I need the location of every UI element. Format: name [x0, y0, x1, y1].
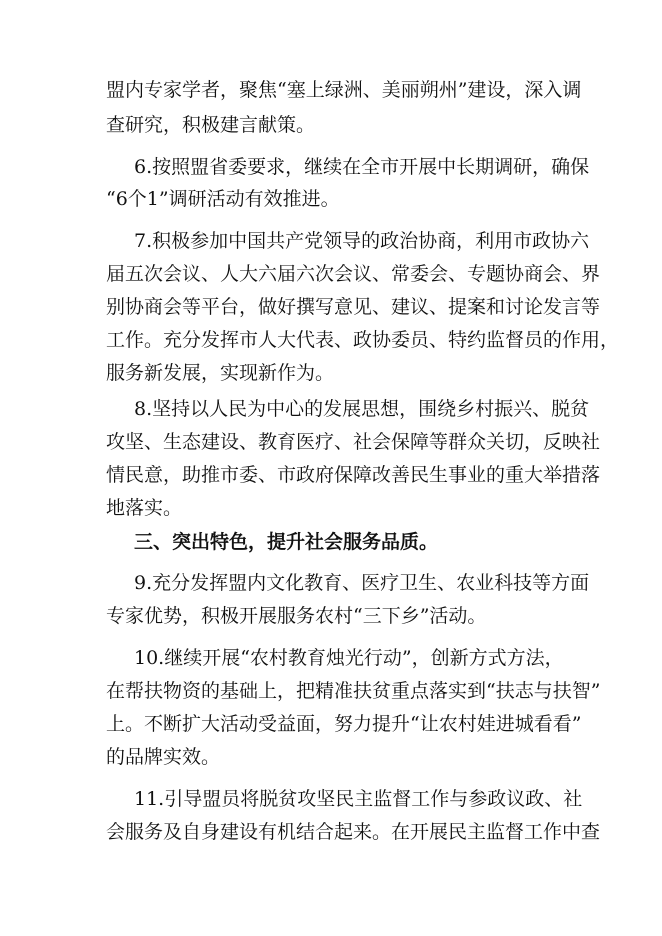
text-line — [0, 568, 662, 598]
item-8-line: 情民意，助推市委、市政府保障改善民生事业的重大举措落 — [106, 464, 601, 486]
item-11-line: 11.引导盟员将脱贫攻坚民主监督工作与参政议政、社 — [134, 788, 583, 810]
item-6-line: “6个1”调研活动有效推进。 — [106, 188, 340, 210]
item-8-line: 8.坚持以人民为中心的发展思想，围绕乡村振兴、脱贫 — [134, 398, 590, 420]
text-line — [0, 817, 662, 847]
text-line — [0, 110, 662, 140]
item-8-line: 攻坚、生态建设、教育医疗、社会保障等群众关切，反映社 — [106, 431, 601, 453]
item-10-line: 的品牌实效。 — [106, 746, 221, 768]
section-heading: 三、突出特色，提升社会服务品质。 — [134, 531, 439, 553]
text-line — [0, 184, 662, 214]
text-line — [0, 226, 662, 256]
text-line — [0, 784, 662, 814]
item-9-line: 9.充分发挥盟内文化教育、医疗卫生、农业科技等方面 — [134, 572, 590, 594]
text-line — [0, 427, 662, 457]
item-7-line: 届五次会议、人大六届六次会议、常委会、专题协商会、界 — [106, 263, 601, 285]
text-line — [0, 394, 662, 424]
item-8-line: 地落实。 — [106, 497, 183, 519]
paragraph-line: 盟内专家学者，聚焦“塞上绿洲、美丽朔州”建设，深入调 — [106, 79, 582, 101]
text-line — [0, 676, 662, 706]
text-line — [0, 325, 662, 355]
item-7-line: 7.积极参加中国共产党领导的政治协商，利用市政协六 — [134, 230, 590, 252]
text-line — [0, 742, 662, 772]
item-7-line: 工作。充分发挥市人大代表、政协委员、特约监督员的作用， — [106, 329, 620, 351]
text-line — [0, 709, 662, 739]
text-line — [0, 358, 662, 388]
item-7-line: 别协商会等平台，做好撰写意见、建议、提案和讨论发言等 — [106, 296, 601, 318]
item-10-line: 10.继续开展“农村教育烛光行动”，创新方式方法， — [134, 647, 564, 669]
text-line — [0, 643, 662, 673]
text-line — [0, 75, 662, 105]
paragraph-line: 查研究，积极建言献策。 — [106, 114, 316, 136]
text-line — [0, 493, 662, 523]
text-line — [0, 601, 662, 631]
item-10-line: 上。不断扩大活动受益面，努力提升“让农村娃进城看看” — [106, 713, 582, 735]
item-9-line: 专家优势，积极开展服务农村“三下乡”活动。 — [106, 605, 487, 627]
item-6-line: 6.按照盟省委要求，继续在全市开展中长期调研，确保 — [134, 156, 590, 178]
text-line — [0, 292, 662, 322]
item-11-line: 会服务及自身建设有机结合起来。在开展民主监督工作中查 — [106, 821, 601, 843]
item-10-line: 在帮扶物资的基础上，把精准扶贫重点落实到“扶志与扶智” — [106, 680, 601, 702]
text-line — [0, 460, 662, 490]
item-7-line: 服务新发展，实现新作为。 — [106, 362, 335, 384]
text-line — [0, 152, 662, 182]
text-line — [0, 259, 662, 289]
text-line — [0, 527, 662, 557]
